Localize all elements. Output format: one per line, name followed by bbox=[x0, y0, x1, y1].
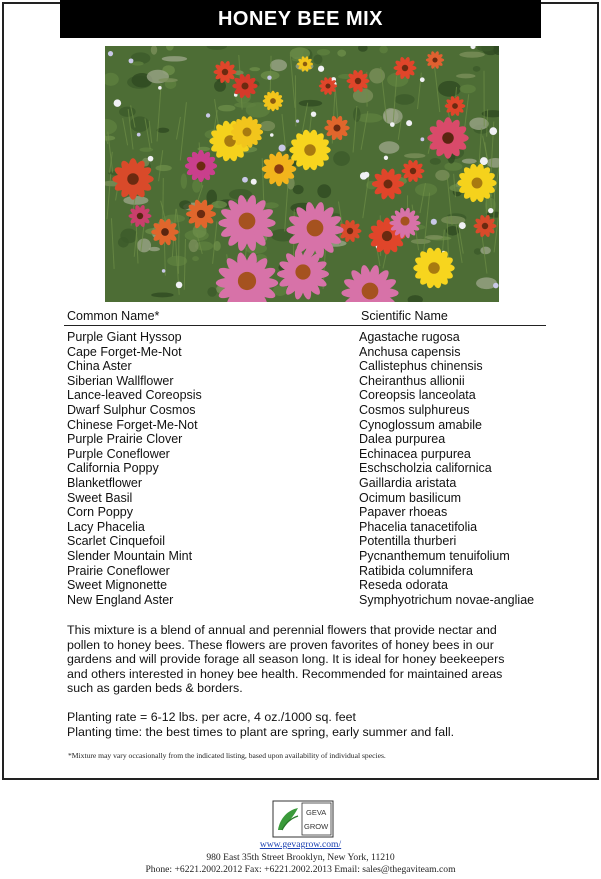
flower-photo-illustration bbox=[105, 46, 499, 302]
scientific-name: Anchusa capensis bbox=[359, 344, 461, 359]
species-row bbox=[67, 593, 547, 608]
scientific-name: Pycnanthemum tenuifolium bbox=[359, 548, 510, 563]
scientific-name: Agastache rugosa bbox=[359, 330, 460, 344]
scientific-name: Dalea purpurea bbox=[359, 432, 446, 447]
scientific-name: Coreopsis lanceolata bbox=[359, 388, 476, 403]
logo-text-bottom: GROW bbox=[304, 822, 329, 831]
page-footer bbox=[0, 839, 601, 877]
common-name: Scarlet Cinquefoil bbox=[67, 534, 165, 549]
description-line: and others interested in honey bee health. Recommended for maintained areas bbox=[67, 666, 503, 681]
common-name: Chinese Forget-Me-Not bbox=[67, 417, 198, 432]
scientific-name-header: Scientific Name bbox=[361, 309, 448, 323]
common-name: Dwarf Sulphur Cosmos bbox=[67, 402, 196, 417]
species-row bbox=[67, 476, 547, 491]
common-name: Blanketflower bbox=[67, 475, 143, 490]
scientific-name: Phacelia tanacetifolia bbox=[359, 519, 478, 534]
footer-contact: Phone: +6221.2002.2012 Fax: +6221.2002.2013 Email: sales@thegaviteam.com bbox=[145, 864, 456, 875]
scientific-name: Cosmos sulphureus bbox=[359, 402, 470, 417]
planting-rate: Planting rate = 6-12 lbs. per acre, 4 oz./1000 sq. feet bbox=[67, 710, 356, 724]
species-row bbox=[67, 520, 547, 535]
species-row bbox=[67, 345, 547, 360]
species-row bbox=[67, 403, 547, 418]
scientific-name: Symphyotrichum novae-angliae bbox=[359, 592, 535, 607]
description-line: pollen to honey bees. These flowers are proven favorites of honey bees in our bbox=[67, 637, 494, 652]
common-name: Prairie Coneflower bbox=[67, 563, 170, 578]
common-name: Slender Mountain Mint bbox=[67, 548, 193, 563]
scientific-name: Cynoglossum amabile bbox=[359, 417, 482, 432]
species-row bbox=[67, 388, 547, 403]
species-row bbox=[67, 564, 547, 579]
scientific-name: Ratibida columnifera bbox=[359, 563, 473, 578]
footer-address: 980 East 35th Street Brooklyn, New York, 11210 bbox=[206, 851, 395, 863]
common-name: Corn Poppy bbox=[67, 505, 134, 520]
scientific-name: Cheiranthus allionii bbox=[359, 373, 465, 388]
page-title: HONEY BEE MIX bbox=[60, 0, 541, 38]
website-link[interactable]: www.gevagrow.com/ bbox=[259, 839, 342, 850]
species-row bbox=[67, 549, 547, 564]
planting-time: Planting time: the best times to plant are spring, early summer and fall. bbox=[67, 724, 455, 739]
description-line: This mixture is a blend of annual and perennial flowers that provide nectar and bbox=[67, 623, 497, 637]
scientific-name: Ocimum basilicum bbox=[359, 490, 462, 505]
mix-description bbox=[67, 623, 547, 696]
species-list-header bbox=[64, 308, 546, 326]
common-name: Lacy Phacelia bbox=[67, 519, 145, 534]
scientific-name: Reseda odorata bbox=[359, 578, 448, 593]
species-row bbox=[67, 491, 547, 506]
species-row bbox=[67, 432, 547, 447]
scientific-name: Eschscholzia californica bbox=[359, 461, 492, 476]
species-row bbox=[67, 578, 547, 593]
common-name: Purple Giant Hyssop bbox=[67, 330, 182, 344]
common-name: Purple Prairie Clover bbox=[67, 432, 183, 447]
gevagrow-logo bbox=[272, 800, 334, 838]
footnote: *Mixture may vary occasionally from the indicated listing, based upon availability of individual species. bbox=[68, 751, 386, 760]
species-row bbox=[67, 418, 547, 433]
common-name: Sweet Mignonette bbox=[67, 578, 168, 593]
scientific-name: Echinacea purpurea bbox=[359, 446, 471, 461]
common-name: Siberian Wallflower bbox=[67, 373, 174, 388]
planting-info bbox=[67, 710, 547, 739]
common-name: Cape Forget-Me-Not bbox=[67, 344, 182, 359]
description-line: such as garden beds & borders. bbox=[67, 681, 243, 696]
species-row bbox=[67, 447, 547, 462]
species-row bbox=[67, 359, 547, 374]
species-row bbox=[67, 505, 547, 520]
common-name: China Aster bbox=[67, 359, 132, 374]
scientific-name: Papaver rhoeas bbox=[359, 505, 448, 520]
species-row bbox=[67, 461, 547, 476]
species-row bbox=[67, 374, 547, 389]
description-line: gardens and will provide forage all season long. It is ideal for honey beekeepers bbox=[67, 652, 505, 667]
common-name: Lance-leaved Coreopsis bbox=[67, 388, 202, 403]
scientific-name: Potentilla thurberi bbox=[359, 534, 457, 549]
common-name: Sweet Basil bbox=[67, 490, 133, 505]
common-name: Purple Coneflower bbox=[67, 446, 170, 461]
flower-photo bbox=[105, 46, 499, 302]
scientific-name: Gaillardia aristata bbox=[359, 475, 457, 490]
logo-text-top: GEVA bbox=[306, 808, 327, 817]
common-name-header: Common Name* bbox=[67, 309, 160, 323]
species-row bbox=[67, 534, 547, 549]
species-list bbox=[67, 330, 547, 607]
common-name: New England Aster bbox=[67, 592, 174, 607]
species-row bbox=[67, 330, 547, 345]
common-name: California Poppy bbox=[67, 461, 159, 476]
scientific-name: Callistephus chinensis bbox=[359, 359, 483, 374]
